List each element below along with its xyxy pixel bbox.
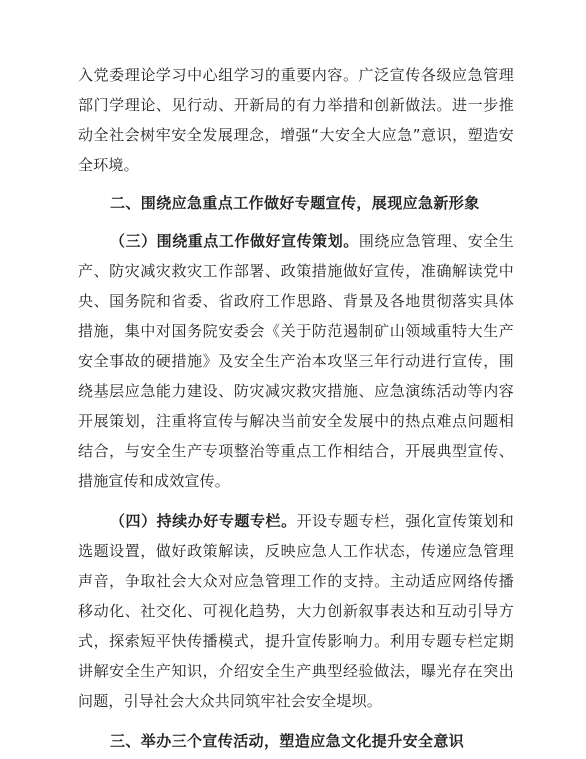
paragraph-four [78,506,514,716]
document-page [78,60,514,756]
paragraph-three-lead: （三）围绕重点工作做好宣传策划。 [110,232,359,250]
paragraph-four-body: 开设专题专栏，强化宣传策划和选题设置，做好政策解读，反映应急人工作状态，传递应急管理声音，争取社会大众对应急管理工作的支持。主动适应网络传播移动化、社交化、可视化趋势，大力创新叙事表达和互动引导方式，探索短平快传播模式，提升宣传影响力。利用专题专栏定期讲解安全生产知识，介绍安全生产典型经验做法，曝光存在突出问题，引导社会大众共同筑牢社会安全堤坝。 [78,512,514,710]
section-heading-three: 三、举办三个宣传活动，塑造应急文化提升安全意识 [110,732,465,750]
paragraph-three [78,226,514,496]
paragraph-continuation: 入党委理论学习中心组学习的重要内容。广泛宣传各级应急管理部门学理论、见行动、开新局的有力举措和创新做法。进一步推动全社会树牢安全发展理念，增强“大安全大应急”意识，塑造安全环境。 [78,66,514,174]
paragraph-three-body: 围绕应急管理、安全生产、防灾减灾救灾工作部署、政策措施做好宣传，准确解读党中央、国务院和省委、省政府工作思路、背景及各地贯彻落实具体措施，集中对国务院安委会《关于防范遏制矿山领域重特大生产安全事故的硬措施》及安全生产治本攻坚三年行动进行宣传，围绕基层应急能力建设、防灾减灾救灾措施、应急演练活动等内容开展策划，注重将宣传与解决当前安全发展中的热点难点问题相结合，与安全生产专项整治等重点工作相结合，开展典型宣传、措施宣传和成效宣传。 [78,232,514,490]
paragraph-four-lead: （四）持续办好专题专栏。 [110,512,297,530]
section-heading-two: 二、围绕应急重点工作做好专题宣传，展现应急新形象 [110,194,480,212]
